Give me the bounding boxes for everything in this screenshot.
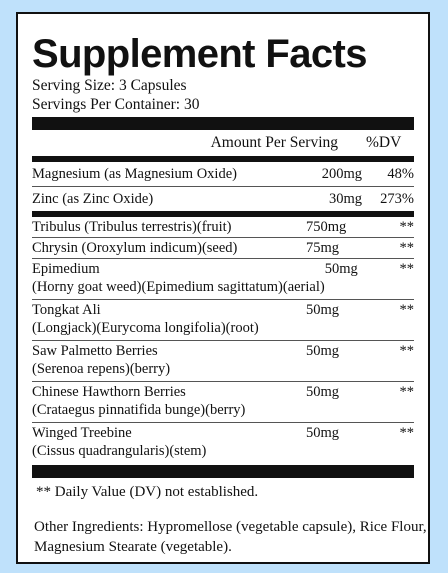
ingredient-amount: 50mg [306, 343, 340, 359]
table-row [32, 340, 414, 381]
ingredient-amount: 50mg [306, 425, 340, 441]
ingredient-dv: ** [399, 261, 414, 277]
table-row [32, 258, 414, 299]
table-row [32, 186, 414, 211]
table-row [32, 422, 414, 463]
ingredient-amount: 50mg [306, 384, 340, 400]
ingredient-dv: 273% [380, 191, 414, 207]
table-header [32, 130, 414, 156]
ingredient-amount: 50mg [324, 261, 358, 277]
ingredient-name-line: Chinese Hawthorn Berries [32, 384, 186, 400]
ingredient-name: Zinc (as Zinc Oxide) [32, 191, 154, 207]
ingredient-name [32, 342, 306, 378]
ingredient-source-line: (Horny goat weed)(Epimedium sagittatum)(aerial) [32, 279, 325, 295]
amount-per-serving-header: Amount Per Serving [210, 134, 338, 151]
ingredient-source-line: (Crataegus pinnatifida bunge)(berry) [32, 402, 246, 418]
ingredient-dv: ** [399, 425, 414, 441]
panel-title: Supplement Facts [32, 32, 367, 76]
ingredient-name-line: Winged Treebine [32, 425, 132, 441]
table-row [32, 217, 414, 237]
other-ingredients: Other Ingredients: Hypromellose (vegetable capsule), Rice Flour, Magnesium Stearate (vegetable). [34, 519, 427, 555]
table-row [32, 299, 414, 340]
ingredient-name [32, 260, 325, 296]
ingredient-amount: 30mg [328, 191, 362, 207]
ingredient-dv: ** [399, 302, 414, 318]
ingredient-amount: 200mg [321, 166, 362, 182]
ingredient-name-line: Tongkat Ali [32, 302, 101, 318]
ingredient-name [32, 218, 306, 236]
ingredient-name [32, 239, 306, 257]
ingredient-amount: 50mg [306, 302, 340, 318]
thick-divider [32, 117, 414, 130]
herbs-section [32, 217, 414, 463]
ingredient-name [32, 424, 306, 460]
supplement-facts-panel [16, 12, 430, 564]
ingredient-name-line: Chrysin (Oroxylum indicum)(seed) [32, 240, 238, 256]
ingredient-name [32, 383, 306, 419]
ingredient-name-line: Epimedium [32, 261, 100, 277]
table-row [32, 381, 414, 422]
ingredient-amount: 75mg [306, 240, 340, 256]
ingredient-dv: 48% [387, 166, 414, 182]
ingredient-source-line: (Cissus quadrangularis)(stem) [32, 443, 207, 459]
ingredient-name-line: Saw Palmetto Berries [32, 343, 158, 359]
ingredient-dv: ** [399, 384, 414, 400]
minerals-section [32, 162, 414, 211]
table-row [32, 162, 414, 186]
ingredient-dv: ** [399, 343, 414, 359]
servings-per-container: Servings Per Container: 30 [32, 96, 200, 113]
table-row [32, 237, 414, 258]
ingredient-name: Magnesium (as Magnesium Oxide) [32, 166, 237, 182]
thick-divider [32, 465, 414, 478]
ingredient-amount: 750mg [306, 219, 347, 235]
serving-size: Serving Size: 3 Capsules [32, 77, 187, 94]
ingredient-dv: ** [399, 219, 414, 235]
ingredient-dv: ** [399, 240, 414, 256]
ingredient-name [32, 301, 306, 337]
ingredient-source-line: (Longjack)(Eurycoma longifolia)(root) [32, 320, 259, 336]
footnote: ** Daily Value (DV) not established. [36, 484, 259, 500]
ingredient-name-line: Tribulus (Tribulus terrestris)(fruit) [32, 219, 232, 235]
daily-value-header: %DV [366, 134, 402, 151]
ingredient-source-line: (Serenoa repens)(berry) [32, 361, 171, 377]
